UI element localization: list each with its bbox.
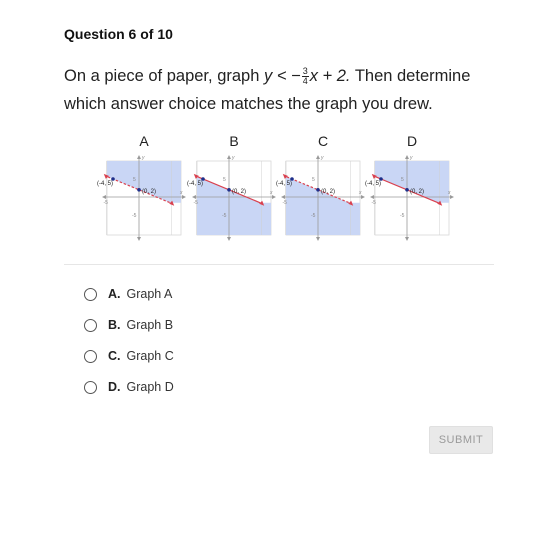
- choice-text: Graph B: [126, 318, 174, 332]
- point-label-2: (0, 2): [410, 188, 425, 195]
- x-axis-label: x: [270, 190, 273, 196]
- graph-b: [187, 133, 274, 243]
- tick-x-neg: -5: [193, 200, 198, 206]
- inequality-right: x + 2.: [309, 67, 351, 85]
- tick-x-neg: -5: [103, 200, 108, 206]
- radio-icon[interactable]: [84, 288, 97, 301]
- prompt-text-2: Then determine which answer choice matches the graph you drew.: [64, 67, 471, 113]
- tick-x-neg: -5: [371, 200, 376, 206]
- choice-c[interactable]: [84, 347, 174, 365]
- graph-d: [365, 133, 452, 243]
- radio-icon[interactable]: [84, 350, 97, 363]
- question-prompt: [64, 62, 484, 118]
- point-marker: [137, 188, 141, 192]
- inequality-left: y < −: [263, 67, 301, 85]
- graph-plot: [276, 155, 365, 241]
- point-label-2: (0, 2): [232, 188, 247, 195]
- fraction-numerator: 3: [302, 66, 308, 77]
- divider: [64, 264, 494, 265]
- graph-plot: [187, 155, 276, 241]
- choice-a[interactable]: [84, 285, 172, 303]
- point-marker: [405, 188, 409, 192]
- choice-letter: B.: [108, 318, 121, 332]
- tick-x-neg: -5: [282, 200, 287, 206]
- point-label-1: (-4, 5): [276, 181, 293, 187]
- choice-d[interactable]: [84, 378, 174, 396]
- tick-y-pos: 5: [223, 177, 226, 183]
- tick-y-pos: 5: [401, 177, 404, 183]
- x-axis-label: x: [359, 190, 362, 196]
- choice-b[interactable]: [84, 316, 173, 334]
- prompt-text-1: On a piece of paper, graph: [64, 67, 264, 85]
- graph-label: B: [229, 133, 239, 149]
- y-axis-label: y: [232, 155, 235, 161]
- choice-text: Graph C: [126, 349, 174, 363]
- graph-a: [97, 133, 184, 243]
- point-marker: [227, 188, 231, 192]
- choice-text: Graph A: [126, 287, 173, 301]
- x-arrow-left-icon: [192, 195, 196, 199]
- y-arrow-down-icon: [316, 237, 320, 241]
- radio-icon[interactable]: [84, 381, 97, 394]
- fraction: [302, 67, 309, 86]
- y-arrow-down-icon: [405, 237, 409, 241]
- tick-y-neg: -5: [400, 213, 405, 219]
- point-label-1: (-4, 5): [365, 181, 382, 187]
- y-arrow-icon: [227, 155, 231, 159]
- y-arrow-icon: [405, 155, 409, 159]
- choice-letter: D.: [108, 380, 121, 394]
- graph-plot: [365, 155, 454, 241]
- point-label-1: (-4, 5): [97, 181, 114, 187]
- tick-y-neg: -5: [222, 213, 227, 219]
- y-axis-label: y: [142, 155, 145, 161]
- x-arrow-left-icon: [281, 195, 285, 199]
- x-arrow-icon: [361, 195, 365, 199]
- y-axis-label: y: [410, 155, 413, 161]
- y-axis-label: y: [321, 155, 324, 161]
- radio-icon[interactable]: [84, 319, 97, 332]
- graph-label: C: [317, 133, 329, 149]
- choice-text: Graph D: [126, 380, 174, 394]
- tick-y-pos: 5: [133, 177, 136, 183]
- x-arrow-left-icon: [102, 195, 106, 199]
- graph-label: D: [406, 133, 418, 149]
- point-label-2: (0, 2): [142, 188, 157, 195]
- y-arrow-icon: [316, 155, 320, 159]
- tick-y-neg: -5: [132, 213, 137, 219]
- question-header: Question 6 of 10: [64, 26, 173, 42]
- choice-letter: C.: [108, 349, 121, 363]
- fraction-denominator: 4: [302, 76, 308, 87]
- x-arrow-left-icon: [370, 195, 374, 199]
- point-label-1: (-4, 5): [187, 181, 204, 187]
- submit-button[interactable]: SUBMIT: [429, 426, 493, 454]
- graph-c: [276, 133, 363, 243]
- y-arrow-icon: [137, 155, 141, 159]
- graph-label: A: [139, 133, 149, 149]
- x-axis-label: x: [448, 190, 451, 196]
- point-label-2: (0, 2): [321, 188, 336, 195]
- graph-plot: [97, 155, 186, 241]
- x-axis-label: x: [180, 190, 183, 196]
- choice-letter: A.: [108, 287, 121, 301]
- y-arrow-down-icon: [137, 237, 141, 241]
- tick-y-pos: 5: [312, 177, 315, 183]
- y-arrow-down-icon: [227, 237, 231, 241]
- x-arrow-icon: [450, 195, 454, 199]
- point-marker: [316, 188, 320, 192]
- graph-options: [97, 133, 464, 243]
- x-arrow-icon: [182, 195, 186, 199]
- tick-y-neg: -5: [311, 213, 316, 219]
- x-arrow-icon: [272, 195, 276, 199]
